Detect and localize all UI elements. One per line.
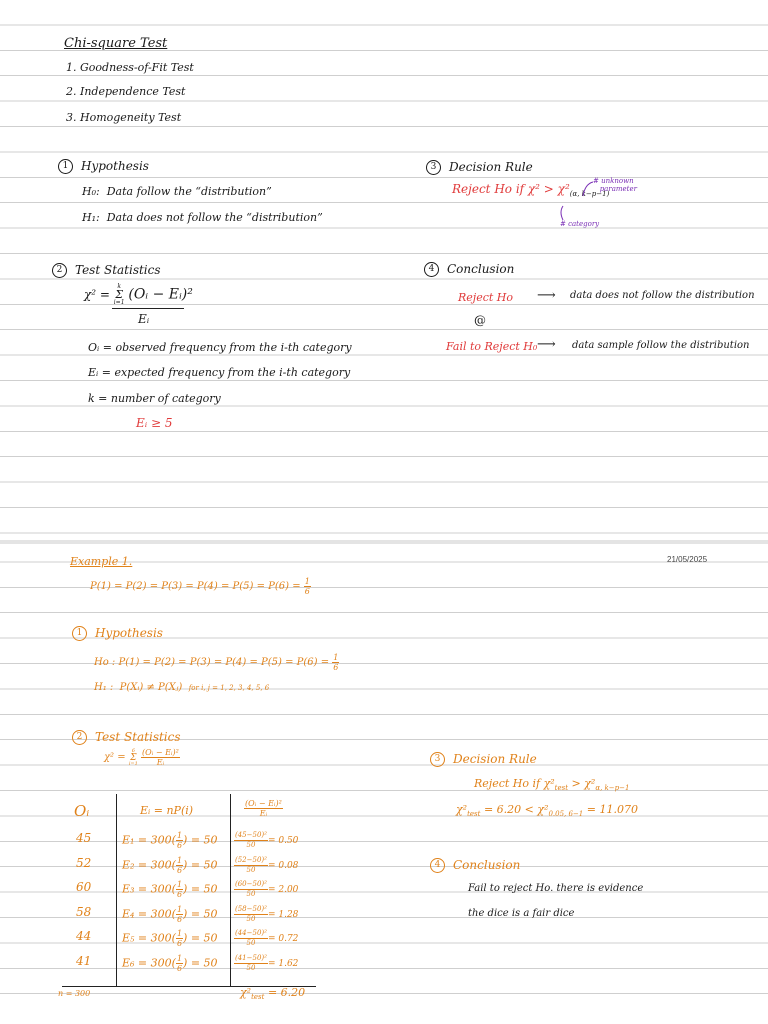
fail-reject-label: Fail to Reject H₀ <box>446 340 538 353</box>
observed-value: 58 <box>76 904 92 919</box>
test-type-item: 1. Goodness-of-Fit Test <box>66 61 194 74</box>
observed-value: 41 <box>76 953 92 968</box>
hypothesis-heading: 1 Hypothesis <box>58 159 149 174</box>
contribution-value: $\frac{\text{(52−50)²}}{50}$ = 0.08 <box>235 855 299 874</box>
example-title: Example 1. <box>70 555 133 568</box>
arrow-icon: ⟶ <box>537 288 556 303</box>
step-number: 1 <box>58 159 73 174</box>
decision-rule-text: Reject Ho if $\chi^2_{test} > \chi^2_{\alpha, k-p-1}$ <box>474 777 630 792</box>
alt-hypothesis: H₁: Data does not follow the “distribution” <box>82 211 323 224</box>
expected-value: E₅ = 300( $\frac{1}{6}$ ) = 50 <box>122 929 218 948</box>
expected-value: E₂ = 300( $\frac{1}{6}$ ) = 50 <box>122 855 218 875</box>
or-symbol: @ <box>474 313 486 327</box>
step-number: 2 <box>72 730 87 745</box>
observed-value: 44 <box>76 929 92 943</box>
arrow-icon: ⟶ <box>537 337 556 352</box>
annotation-arrows <box>557 178 600 228</box>
example-probability-statement: P(1) = P(2) = P(3) = P(4) = P(5) = P(6) = $\frac{1}{6}$ <box>90 577 310 596</box>
conclusion-heading: 4 Conclusion <box>430 858 520 873</box>
fail-reject-meaning: data sample follow the distribution <box>572 340 750 351</box>
test-type-item: 3. Homogeneity Test <box>66 111 182 124</box>
observed-value: 60 <box>76 880 92 894</box>
expected-value: E₆ = 300( $\frac{1}{6}$ ) = 50 <box>122 953 218 973</box>
step-number: 4 <box>424 262 439 277</box>
sample-size: n = 300 <box>58 989 91 998</box>
null-hypothesis: Ho : P(1) = P(2) = P(3) = P(4) = P(5) = P(6) = $\frac{1}{6}$ <box>94 653 339 672</box>
contribution-value: $\frac{\text{(44−50)²}}{50}$ = 0.72 <box>235 929 299 947</box>
reject-label: Reject Ho <box>458 291 514 304</box>
contribution-value: $\frac{\text{(41−50)²}}{50}$ = 1.62 <box>235 953 299 972</box>
decision-rule-heading: 3 Decision Rule <box>426 160 533 175</box>
column-header-observed: Oᵢ <box>74 802 90 820</box>
category-note: # category <box>560 220 600 228</box>
definition-observed: Oᵢ = observed frequency from the i-th category <box>88 341 352 354</box>
expected-value: E₄ = 300( $\frac{1}{6}$ ) = 50 <box>122 904 218 924</box>
test-statistics-heading: 2 Test Statistics <box>52 263 161 278</box>
decision-rule-calculation: $\chi^2_{test} = 6.20 < \chi^2_{0.05, 6-1} = 11.070$ <box>456 803 638 818</box>
hypothesis-heading: 1 Hypothesis <box>72 626 163 641</box>
decision-rule-text: Reject Ho if $\chi^2 > \chi^2_{(\alpha, k-p-1)}$ <box>452 182 610 198</box>
expected-value: E₃ = 300( $\frac{1}{6}$ ) = 50 <box>122 880 218 899</box>
conclusion-heading: 4 Conclusion <box>424 262 514 277</box>
observed-value: 45 <box>76 831 92 845</box>
step-number: 3 <box>426 160 441 175</box>
formula-denominator: Eᵢ <box>138 312 150 326</box>
contribution-value: $\frac{\text{(60−50)²}}{50}$ = 2.00 <box>235 880 299 898</box>
observed-value: 52 <box>76 855 92 870</box>
chi-square-formula: χ² = 6 Σ i=1 $\frac{\text{(Oᵢ − Eᵢ)²}}{\text{Eᵢ}}$ <box>104 747 179 767</box>
step-number: 1 <box>72 626 87 641</box>
test-statistics-heading: 2 Test Statistics <box>72 730 181 745</box>
conclusion-line: Fail to reject Ho. there is evidence <box>468 883 644 894</box>
decision-rule-heading: 3 Decision Rule <box>430 752 537 767</box>
column-header-contribution: $\frac{\text{(Oᵢ − Eᵢ)²}}{\text{Eᵢ}}$ <box>245 799 282 818</box>
chi-square-formula: χ² = k Σ i=1 (Oᵢ − Eᵢ)² <box>84 283 193 306</box>
definition-k: k = number of category <box>88 392 221 405</box>
step-number: 4 <box>430 858 445 873</box>
expected-condition: Eᵢ ≥ 5 <box>136 416 173 430</box>
notes-page-2 <box>0 544 768 1024</box>
fraction-bar <box>112 308 184 309</box>
page-title: Chi-square Test <box>64 36 168 51</box>
contribution-value: $\frac{\text{(45−50)²}}{50}$ = 0.50 <box>235 831 299 849</box>
expected-value: E₁ = 300( $\frac{1}{6}$ ) = 50 <box>122 831 218 850</box>
reject-meaning: data does not follow the distribution <box>570 290 755 301</box>
table-divider <box>230 794 231 986</box>
null-hypothesis: H₀: Data follow the “distribution” <box>82 185 272 198</box>
alt-hypothesis: H₁ : P(Xᵢ) ≠ P(Xⱼ) for i, j = 1, 2, 3, 4, 5, 6 <box>94 682 270 693</box>
step-number: 2 <box>52 263 67 278</box>
unknown-parameter-note: # unknown parameter <box>593 177 637 193</box>
test-type-item: 2. Independence Test <box>66 85 186 98</box>
definition-expected: Eᵢ = expected frequency from the i-th category <box>88 366 351 379</box>
step-number: 3 <box>430 752 445 767</box>
table-divider <box>116 794 117 986</box>
column-header-expected: Eᵢ = nP(i) <box>140 804 194 817</box>
contribution-value: $\frac{\text{(58−50)²}}{50}$ = 1.28 <box>235 904 299 923</box>
page-date: 21/05/2025 <box>667 555 708 564</box>
conclusion-line: the dice is a fair dice <box>468 908 575 919</box>
chi-square-total: $\chi^2_{test} = 6.20$ <box>240 986 306 1001</box>
